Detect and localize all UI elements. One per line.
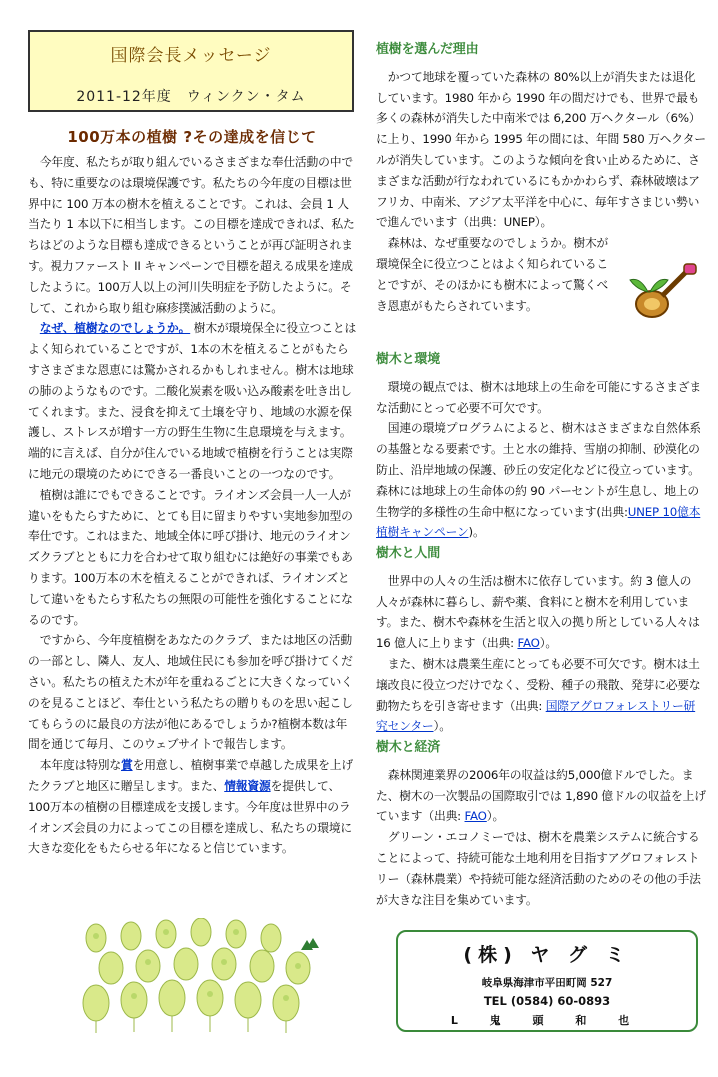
section-title-trees-environment: 樹木と環境 xyxy=(376,352,441,367)
why-trees-paragraph-1: かつて地球を覆っていた森林の 80%以上が消失または退化しています。1980 年から 1990 年の間だけでも、世界で最も多くの森林が消失した中南米では 6,200 万ヘクタール（6%）に上り、1990 年から 1995 年の間には、年間 580 万ヘクタールが消失しています。このような傾向を食い止めるために、さまざまな活動が行なわれているにもかかわらず、森林破壊はアフリカ、中南米、アジア太平洋を中心に、毎年すさまじい勢いで進んでいます（出典：UNEP）。 xyxy=(376,69,706,230)
company-person: L 鬼 頭 和 也 xyxy=(450,1014,644,1027)
headline: 100万本の植樹 ?その達成を信じて xyxy=(67,128,317,146)
economy-paragraph-1-text: 森林関連業界の2006年の収益は約5,000億ドルでした。また、樹木の一次製品の国際取引では 1,890 億ドルの収益を上げています（出典: xyxy=(376,767,706,824)
left-paragraph-1: 今年度、私たちが取り組んでいるさまざまな奉仕活動の中でも、特に重要なのは環境保護です。私たちの今年度の目標は世界中に 100 万本の樹木を植えることです。これは、会員 1 人当たり 1 本以下に相当します。この目標を達成できれば、私たちはどのような目標も達成できるということが再び証明されます。視力ファースト II キャンペーンで目標を超える成果を達成したように。100万人以上の河川失明症を予防したように。そして、これから取り組む麻疹撲滅活動のように。 xyxy=(28,155,355,315)
environment-paragraph-2-end: )。 xyxy=(468,525,485,540)
forest-illustration xyxy=(76,918,326,1048)
left-paragraph-5 xyxy=(28,755,358,859)
header-subtitle: 2011-12年度 ウィンクン・タム xyxy=(76,89,306,105)
economy-paragraph-1-end: ）。 xyxy=(486,809,505,824)
header-box xyxy=(28,30,354,112)
environment-paragraph-1: 環境の観点では、樹木は地球上の生命を可能にするさまざまな活動にとって必要不可欠です。 xyxy=(376,379,701,415)
section-title-trees-people: 樹木と人間 xyxy=(376,546,441,561)
economy-paragraph-1 xyxy=(376,765,706,827)
section-title-trees-economy: 樹木と経済 xyxy=(376,740,441,755)
fao-link-2[interactable]: FAO xyxy=(464,809,487,824)
why-planting-link[interactable]: なぜ、植樹なのでしょうか。 xyxy=(39,321,191,336)
people-paragraph-1-text: 世界中の人々の生活は樹木に依存しています。約 3 億人の人々が森林に暮らし、薪や薬、食料にと樹木を利用しています。また、樹木や森林を生活と収入の拠り所としている人々は 16 億人に上ります（出典: xyxy=(376,573,700,651)
company-address: 岐阜県海津市平田町岡 527 xyxy=(481,977,613,989)
why-trees-paragraph-2: 森林は、なぜ重要なのでしょうか。樹木が環境保全に役立つことはよく知られていることですが、そのほかにも樹木によって驚くべき恩恵がもたらされています。 xyxy=(376,236,609,313)
left-paragraph-4: ですから、今年度植樹をあなたのクラブ、または地区の活動の一部とし、隣人、友人、地域住民にも参加を呼び掛けてください。私たちの植えた木が年を重ねるごとに大きくなっていくのを見ることほど、奉仕という私たちの贈りものを思い起こしてもらうのに最良の方法が他にあるでしょうか?植樹本数は年間を通じて毎月、このウェブサイトで報告します。 xyxy=(28,633,353,752)
people-paragraph-2-text: また、樹木は農業生産にとっても必要不可欠です。樹木は土壌改良に役立つだけでなく、受粉、種子の飛散、発芽に必要な動物たちを引き寄せます（出典: xyxy=(376,656,701,713)
people-paragraph-1-end: ）。 xyxy=(539,636,558,651)
people-paragraph-1 xyxy=(376,571,706,654)
environment-paragraph-2 xyxy=(376,418,706,543)
left-paragraph-3: 植樹は誰にでもできることです。ライオンズ会員一人一人が違いをもたらすために、とても目に留まりやすい実地参加型の奉仕です。これはまた、地域全体に呼び掛け、地元のライオンズクラブとともに力を合わせて取り組むには絶好の事業でもあります。100万本の木を植えることができれば、ライオンズとして違いをもたらす私たちの無限の可能性を強化することになるのです。 xyxy=(28,487,353,627)
unep-campaign-link[interactable]: UNEP 10億本植樹キャンペーン xyxy=(376,504,701,540)
p5-text-a: 本年度は特別な xyxy=(39,758,121,773)
shovel-sprout-icon xyxy=(622,262,700,328)
left-paragraph-2 xyxy=(28,318,358,484)
p5-text-b: を用意し、植樹事業で卓越した成果を上げたクラブと地区に贈呈します。また、 xyxy=(28,758,353,793)
company-name: (株) ヤ グ ミ xyxy=(463,944,631,966)
section-trees-people xyxy=(376,544,706,737)
company-box xyxy=(396,930,698,1032)
people-paragraph-2 xyxy=(376,654,706,737)
company-tel: TEL (0584) 60-0893 xyxy=(483,994,611,1008)
environment-paragraph-2-text: 国連の環境プログラムによると、樹木はさまざまな自然体系の基盤となる要素です。土と水の維持、雪崩の抑制、砂漠化の防止、沿岸地域の保護、砂丘の安定化などに役立っています。森林には地球上の生命体の約 90 パーセントが生息し、地上の生物学的多様性の生命中枢になっています(出典: xyxy=(376,421,701,519)
header-title: 国際会長メッセージ xyxy=(110,46,272,66)
people-paragraph-2-end: ）。 xyxy=(433,719,451,734)
fao-link-1[interactable]: FAO xyxy=(517,636,540,651)
award-link[interactable]: 賞 xyxy=(120,758,133,773)
agroforestry-link[interactable]: 国際アグロフォレストリー研究センター xyxy=(376,698,696,734)
section-title-why-trees: 植樹を選んだ理由 xyxy=(376,42,479,57)
section-trees-environment xyxy=(376,350,706,543)
p5-text-c: を提供して、100万本の植樹の目標達成を支援します。今年度は世界中のライオンズ会員の力によってこの目標を達成し、私たちの環境に大きな変化をもたらせる年になると信じています。 xyxy=(28,778,353,856)
left-article xyxy=(28,152,358,859)
resources-link[interactable]: 情報資源 xyxy=(224,778,271,793)
economy-paragraph-2: グリーン・エコノミーでは、樹木を農業システムに統合することによって、持続可能な土地利用を目指すアグロフォレストリー（森林農業）や持続可能な経済活動のためのその他の手法が大きな注目を集めています。 xyxy=(376,830,701,907)
left-paragraph-2-text: 樹木が環境保全に役立つことはよく知られていることですが、1本の木を植えることがもたらすさまざまな恩恵には驚かされるかもしれません。樹木は地球の肺のようなものです。二酸化炭素を吸い込み酸素を吐き出してくれます。また、浸食を抑えて土壌を守り、地域の水源を保護し、ストレスが増す一方の野生生物に生息環境を与えます。端的に言えば、自分が住んでいる地域で植樹を行うことは実際に地元の環境のためにできる一番良いことの一つなのです。 xyxy=(28,321,357,481)
section-trees-economy xyxy=(376,738,706,910)
